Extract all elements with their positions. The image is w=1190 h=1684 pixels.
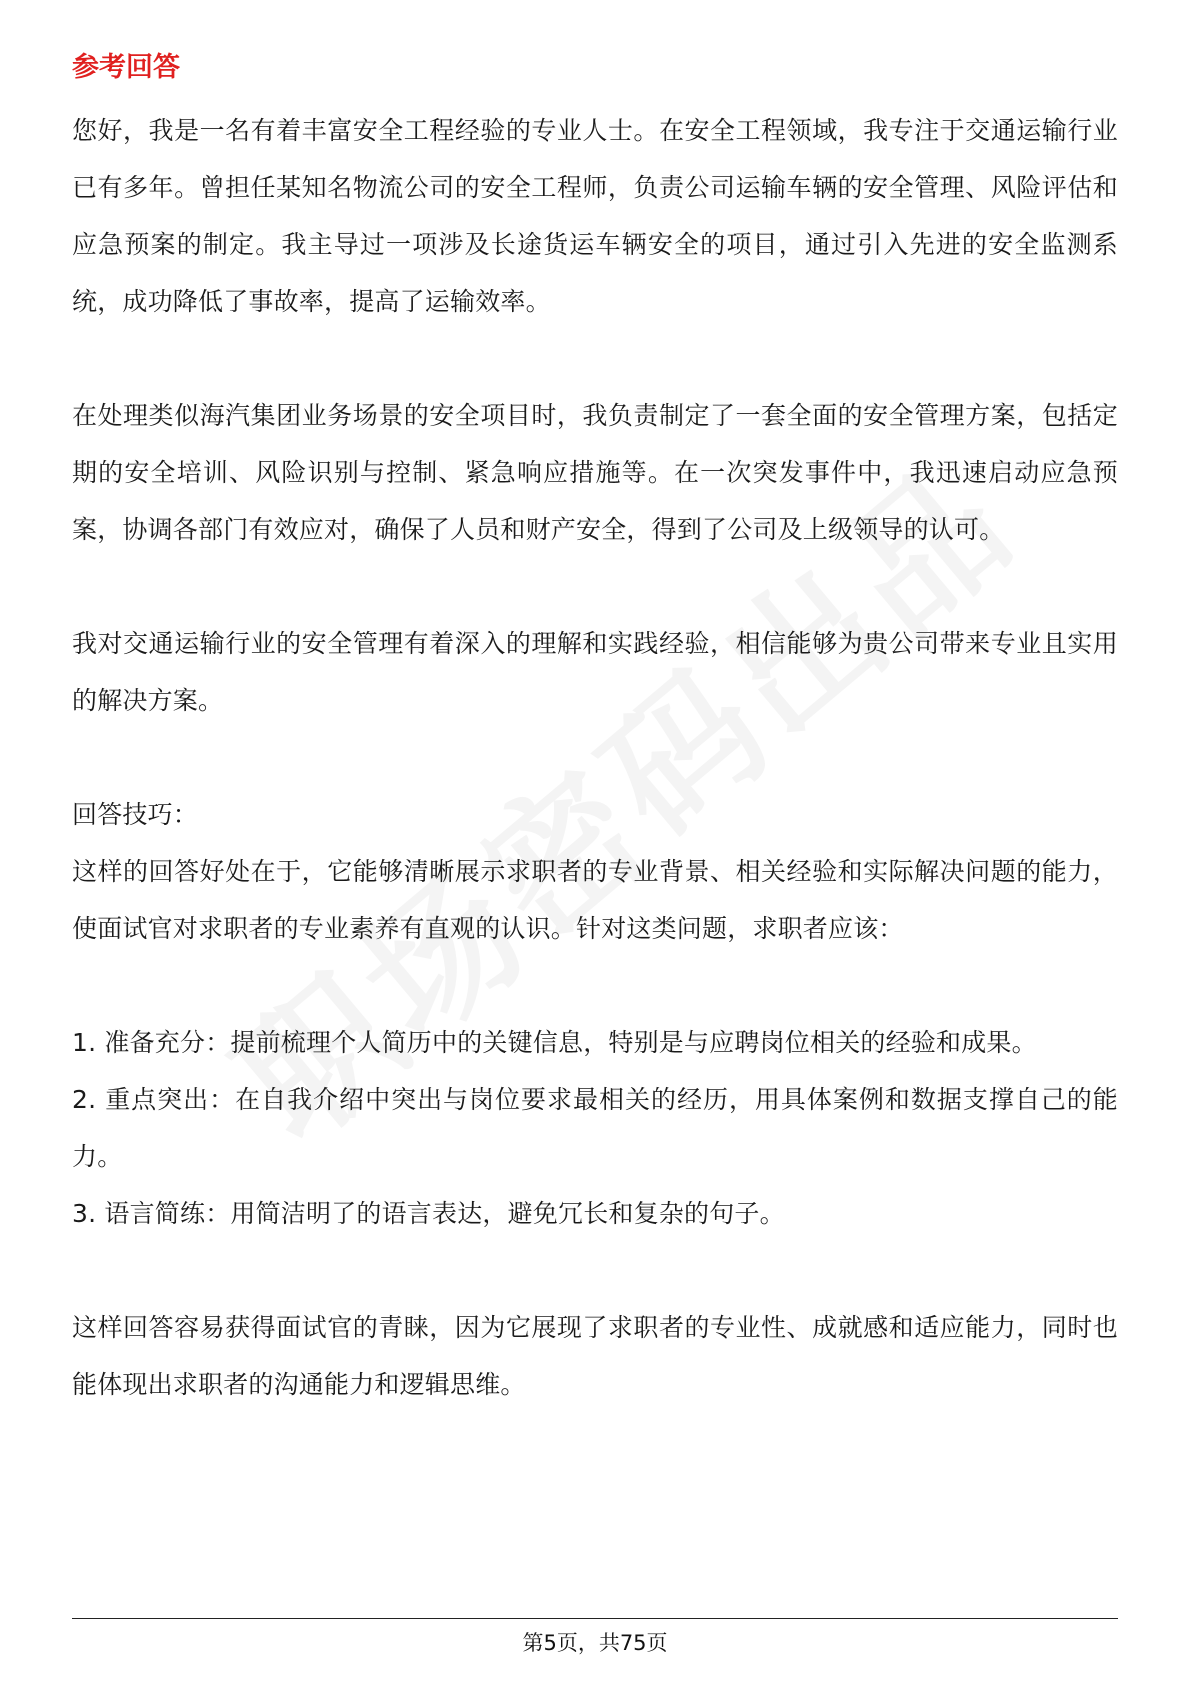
tip-item-1: 1. 准备充分：提前梳理个人简历中的关键信息，特别是与应聘岗位相关的经验和成果。 bbox=[72, 1028, 1037, 1057]
footer-divider bbox=[72, 1618, 1118, 1619]
paragraph-gap bbox=[72, 729, 1118, 786]
paragraph-gap bbox=[72, 558, 1118, 615]
answer-paragraph-2: 在处理类似海汽集团业务场景的安全项目时，我负责制定了一套全面的安全管理方案，包括定期的安全培训、风险识别与控制、紧急响应措施等。在一次突发事件中，我迅速启动应急预案，协调各部门有效应对，确保了人员和财产安全，得到了公司及上级领导的认可。 bbox=[72, 401, 1118, 544]
section-title: 参考回答 bbox=[72, 52, 180, 83]
page-number: 第5页，共75页 bbox=[522, 1631, 668, 1655]
document-page bbox=[72, 48, 1118, 1413]
tips-heading: 回答技巧： bbox=[72, 800, 199, 829]
paragraph-gap bbox=[72, 1242, 1118, 1299]
answer-paragraph-1: 您好，我是一名有着丰富安全工程经验的专业人士。在安全工程领域，我专注于交通运输行业已有多年。曾担任某知名物流公司的安全工程师，负责公司运输车辆的安全管理、风险评估和应急预案的制定。我主导过一项涉及长途货运车辆安全的项目，通过引入先进的安全监测系统，成功降低了事故率，提高了运输效率。 bbox=[72, 116, 1118, 316]
paragraph-gap bbox=[72, 330, 1118, 387]
tip-item-2: 2. 重点突出：在自我介绍中突出与岗位要求最相关的经历，用具体案例和数据支撑自己的能力。 bbox=[72, 1085, 1118, 1171]
summary-paragraph: 这样回答容易获得面试官的青睐，因为它展现了求职者的专业性、成就感和适应能力，同时也能体现出求职者的沟通能力和逻辑思维。 bbox=[72, 1313, 1118, 1399]
tip-item-3: 3. 语言简练：用简洁明了的语言表达，避免冗长和复杂的句子。 bbox=[72, 1199, 785, 1228]
answer-paragraph-3: 我对交通运输行业的安全管理有着深入的理解和实践经验，相信能够为贵公司带来专业且实用的解决方案。 bbox=[72, 629, 1118, 715]
paragraph-gap bbox=[72, 957, 1118, 1014]
tips-paragraph: 这样的回答好处在于，它能够清晰展示求职者的专业背景、相关经验和实际解决问题的能力，使面试官对求职者的专业素养有直观的认识。针对这类问题，求职者应该： bbox=[72, 857, 1118, 943]
